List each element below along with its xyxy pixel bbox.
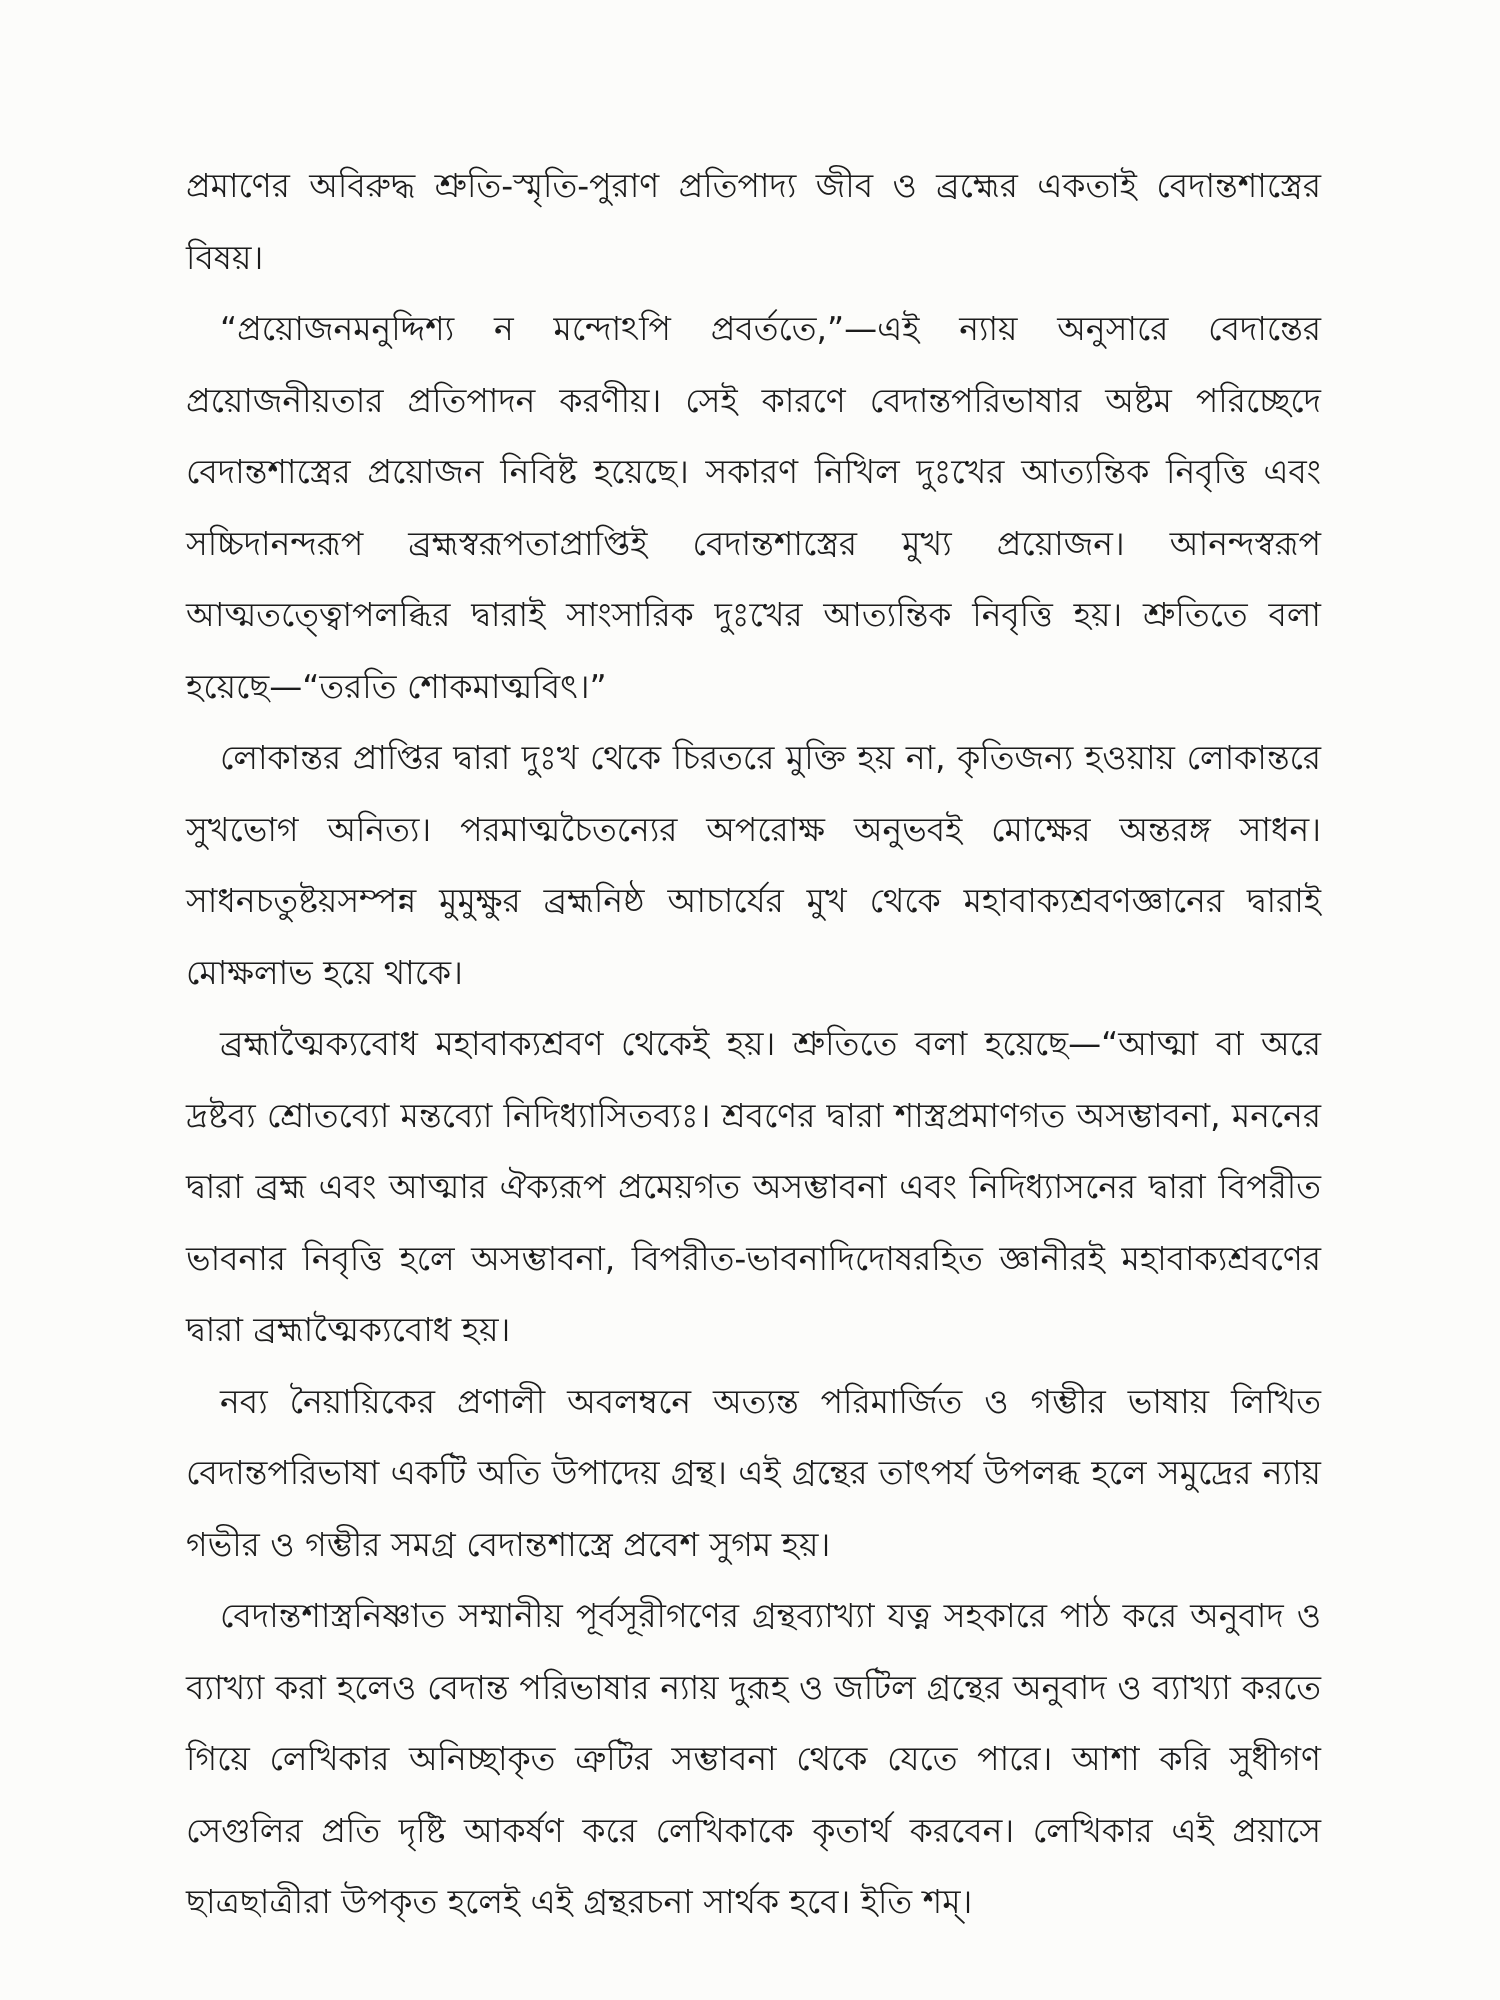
- body-text: [186, 150, 1321, 1938]
- paragraph-moksha: লোকান্তর প্রাপ্তির দ্বারা দুঃখ থেকে চিরতরে মুক্তি হয় না, কৃতিজন্য হওয়ায় লোকান্তরে সুখভোগ অনিত্য। পরমাত্মচৈতন্যের অপরোক্ষ অনুভবই মোক্ষের অন্তরঙ্গ সাধন। সাধনচতুষ্টয়সম্পন্ন মুমুক্ষুর ব্রহ্মনিষ্ঠ আচার্যের মুখ থেকে মহাবাক্যশ্রবণজ্ঞানের দ্বারাই মোক্ষলাভ হয়ে থাকে।: [186, 738, 1321, 992]
- paragraph-prayojana: “প্রয়োজনমনুদ্দিশ্য ন মন্দোঽপি প্রবর্ততে,”—এই ন্যায় অনুসারে বেদান্তের প্রয়োজনীয়তার প্রতিপাদন করণীয়। সেই কারণে বেদান্তপরিভাষার অষ্টম পরিচ্ছেদে বেদান্তশাস্ত্রের প্রয়োজন নিবিষ্ট হয়েছে। সকারণ নিখিল দুঃখের আত্যন্তিক নিবৃত্তি এবং সচ্চিদানন্দরূপ ব্রহ্মস্বরূপতাপ্রাপ্তিই বেদান্তশাস্ত্রের মুখ্য প্রয়োজন। আনন্দস্বরূপ আত্মতত্ত্বোপলব্ধির দ্বারাই সাংসারিক দুঃখের আত্যন্তিক নিবৃত্তি হয়। শ্রুতিতে বলা হয়েছে—“তরতি শোকমাত্মবিৎ।”: [186, 309, 1321, 706]
- paragraph-book-praise: নব্য নৈয়ায়িকের প্রণালী অবলম্বনে অত্যন্ত পরিমার্জিত ও গম্ভীর ভাষায় লিখিত বেদান্তপরিভাষা একটি অতি উপাদেয় গ্রন্থ। এই গ্রন্থের তাৎপর্য উপলব্ধ হলে সমুদ্রের ন্যায় গভীর ও গম্ভীর সমগ্র বেদান্তশাস্ত্রে প্রবেশ সুগম হয়।: [186, 1381, 1321, 1564]
- paragraph-continuation: প্রমাণের অবিরুদ্ধ শ্রুতি-স্মৃতি-পুরাণ প্রতিপাদ্য জীব ও ব্রহ্মের একতাই বেদান্তশাস্ত্রের বিষয়।: [186, 166, 1321, 277]
- paragraph-closing: বেদান্তশাস্ত্রনিষ্ণাত সম্মানীয় পূর্বসূরীগণের গ্রন্থব্যাখ্যা যত্ন সহকারে পাঠ করে অনুবাদ ও ব্যাখ্যা করা হলেও বেদান্ত পরিভাষার ন্যায় দুরূহ ও জটিল গ্রন্থের অনুবাদ ও ব্যাখ্যা করতে গিয়ে লেখিকার অনিচ্ছাকৃত ত্রুটির সম্ভাবনা থেকে যেতে পারে। আশা করি সুধীগণ সেগুলির প্রতি দৃষ্টি আকর্ষণ করে লেখিকাকে কৃতার্থ করবেন। লেখিকার এই প্রয়াসে ছাত্রছাত্রীরা উপকৃত হলেই এই গ্রন্থরচনা সার্থক হবে। ইতি শম্।: [186, 1596, 1321, 1921]
- paragraph-brahmatmaikya: ব্রহ্মাত্মৈক্যবোধ মহাবাক্যশ্রবণ থেকেই হয়। শ্রুতিতে বলা হয়েছে—“আত্মা বা অরে দ্রষ্টব্য শ্রোতব্যো মন্তব্যো নিদিধ্যাসিতব্যঃ। শ্রবণের দ্বারা শাস্ত্রপ্রমাণগত অসম্ভাবনা, মননের দ্বারা ব্রহ্ম এবং আত্মার ঐক্যরূপ প্রমেয়গত অসম্ভাবনা এবং নিদিধ্যাসনের দ্বারা বিপরীত ভাবনার নিবৃত্তি হলে অসম্ভাবনা, বিপরীত-ভাবনাদিদোষরহিত জ্ঞানীরই মহাবাক্যশ্রবণের দ্বারা ব্রহ্মাত্মৈক্যবোধ হয়।: [186, 1024, 1321, 1349]
